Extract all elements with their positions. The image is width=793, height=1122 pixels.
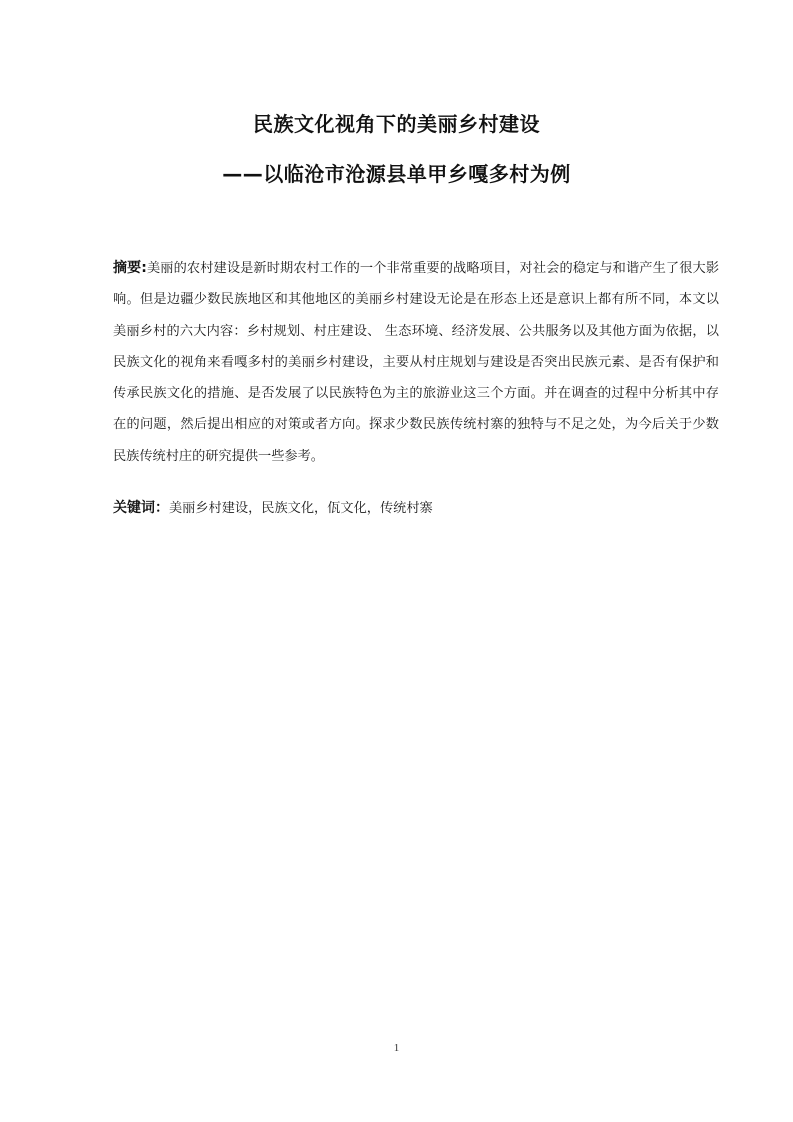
page-number: 1 (393, 1042, 400, 1054)
abstract-paragraph (113, 253, 719, 472)
keywords-text: 美丽乡村建设，民族文化，佤文化，传统村寨 (169, 501, 433, 516)
paper-subtitle: ——以临沧市沧源县单甲乡嘎多村为例 (222, 162, 571, 186)
abstract-separator: : (141, 260, 147, 276)
keywords-label: 关键词： (113, 500, 169, 516)
paper-title: 民族文化视角下的美丽乡村建设 (253, 112, 540, 136)
abstract-text: 美丽的农村建设是新时期农村工作的一个非常重要的战略项目，对社会的稳定与和谐产生了很大影响。但是边疆少数民族地区和其他地区的美丽乡村建设无论是在形态上还是意识上都有所不同，本文以美丽乡村的六大内容：乡村规划、村庄建设、 生态环境、经济发展、公共服务以及其他方面为依据，以民族文化的视角来看嘎多村的美丽乡村建设，主要从村庄规划与建设是否突出民族元素、是否有保护和传承民族文化的措施、是否发展了以民族特色为主的旅游业这三个方面。并在调查的过程中分析其中存在的问题，然后提出相应的对策或者方向。探求少数民族传统村寨的独特与不足之处，为今后关于少数民族传统村庄的研究提供一些参考。 (113, 261, 720, 464)
abstract-label: 摘要 (113, 260, 142, 276)
keywords-line (113, 496, 719, 521)
